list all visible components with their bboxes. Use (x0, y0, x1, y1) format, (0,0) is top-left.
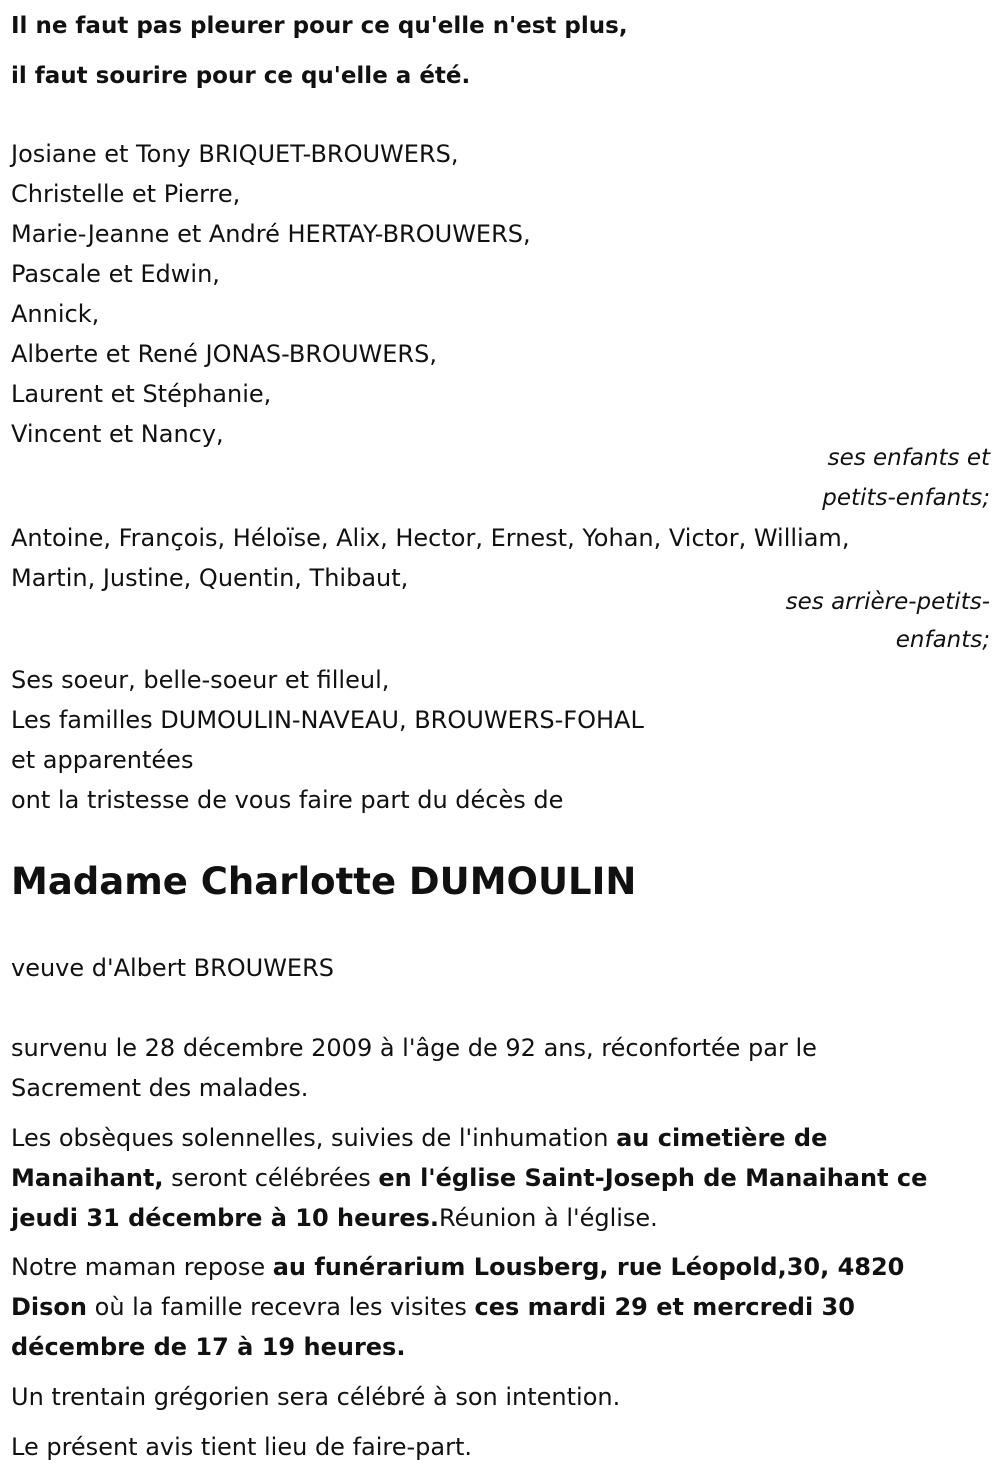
rest-line-3 (11, 1327, 405, 1367)
death-notice-line-1: survenu le 28 décembre 2009 à l'âge de 92 ans, réconfortée par le (11, 1034, 817, 1062)
rest-text: où la famille recevra les visites (87, 1293, 475, 1321)
rest-bold: décembre de 17 à 19 heures. (11, 1333, 406, 1361)
quote-line-1: Il ne faut pas pleurer pour ce qu'elle n'est plus, (11, 13, 628, 39)
funeral-line-2 (11, 1158, 927, 1198)
funeral-bold: jeudi 31 décembre à 10 heures. (11, 1204, 439, 1232)
family-line: Marie-Jeanne et André HERTAY-BROUWERS, (11, 220, 531, 248)
closing: Le présent avis tient lieu de faire-part. (11, 1433, 473, 1461)
rest-bold: Dison (11, 1293, 88, 1321)
family-line: Josiane et Tony BRIQUET-BROUWERS, (11, 140, 459, 168)
funeral-bold: au cimetière de (616, 1124, 828, 1152)
quote-line-2: il faut sourire pour ce qu'elle a été. (11, 63, 471, 89)
others-line: Ses soeur, belle-soeur et filleul, (11, 666, 390, 694)
relation-label-great-2: enfants; (895, 627, 990, 653)
others-line: et apparentées (11, 746, 194, 774)
family-line: Alberte et René JONAS-BROUWERS, (11, 340, 437, 368)
others-line: ont la tristesse de vous faire part du décès de (11, 786, 564, 814)
relation-label-great-1: ses arrière-petits- (785, 589, 990, 615)
rest-bold: au funérarium Lousberg, rue Léopold,30, 4820 (272, 1253, 905, 1281)
deceased-name: Madame Charlotte DUMOULIN (11, 860, 637, 903)
widow-of: veuve d'Albert BROUWERS (11, 954, 335, 982)
funeral-line-1 (11, 1118, 827, 1158)
death-notice-line-2: Sacrement des malades. (11, 1074, 309, 1102)
funeral-text: seront célébrées (163, 1164, 379, 1192)
family-line: Vincent et Nancy, (11, 420, 224, 448)
funeral-line-3 (11, 1198, 658, 1238)
funeral-text: Les obsèques solennelles, suivies de l'inhumation (11, 1124, 617, 1152)
rest-text: Notre maman repose (11, 1253, 273, 1281)
funeral-bold: en l'église Saint-Joseph de Manaihant ce (378, 1164, 928, 1192)
funeral-text: Réunion à l'église. (439, 1204, 658, 1232)
family-line: Christelle et Pierre, (11, 180, 241, 208)
great-grandchildren-line-1: Antoine, François, Héloïse, Alix, Hector, Ernest, Yohan, Victor, William, (11, 524, 850, 552)
relation-label-children-1: ses enfants et (827, 445, 990, 471)
others-line: Les familles DUMOULIN-NAVEAU, BROUWERS-FOHAL (11, 706, 644, 734)
trentain: Un trentain grégorien sera célébré à son intention. (11, 1383, 621, 1411)
family-line: Pascale et Edwin, (11, 260, 220, 288)
funeral-bold: Manaihant, (11, 1164, 164, 1192)
family-line: Annick, (11, 300, 100, 328)
great-grandchildren-line-2: Martin, Justine, Quentin, Thibaut, (11, 564, 409, 592)
rest-line-1 (11, 1247, 904, 1287)
rest-bold: ces mardi 29 et mercredi 30 (474, 1293, 855, 1321)
relation-label-children-2: petits-enfants; (822, 485, 990, 511)
rest-line-2 (11, 1287, 855, 1327)
family-line: Laurent et Stéphanie, (11, 380, 272, 408)
